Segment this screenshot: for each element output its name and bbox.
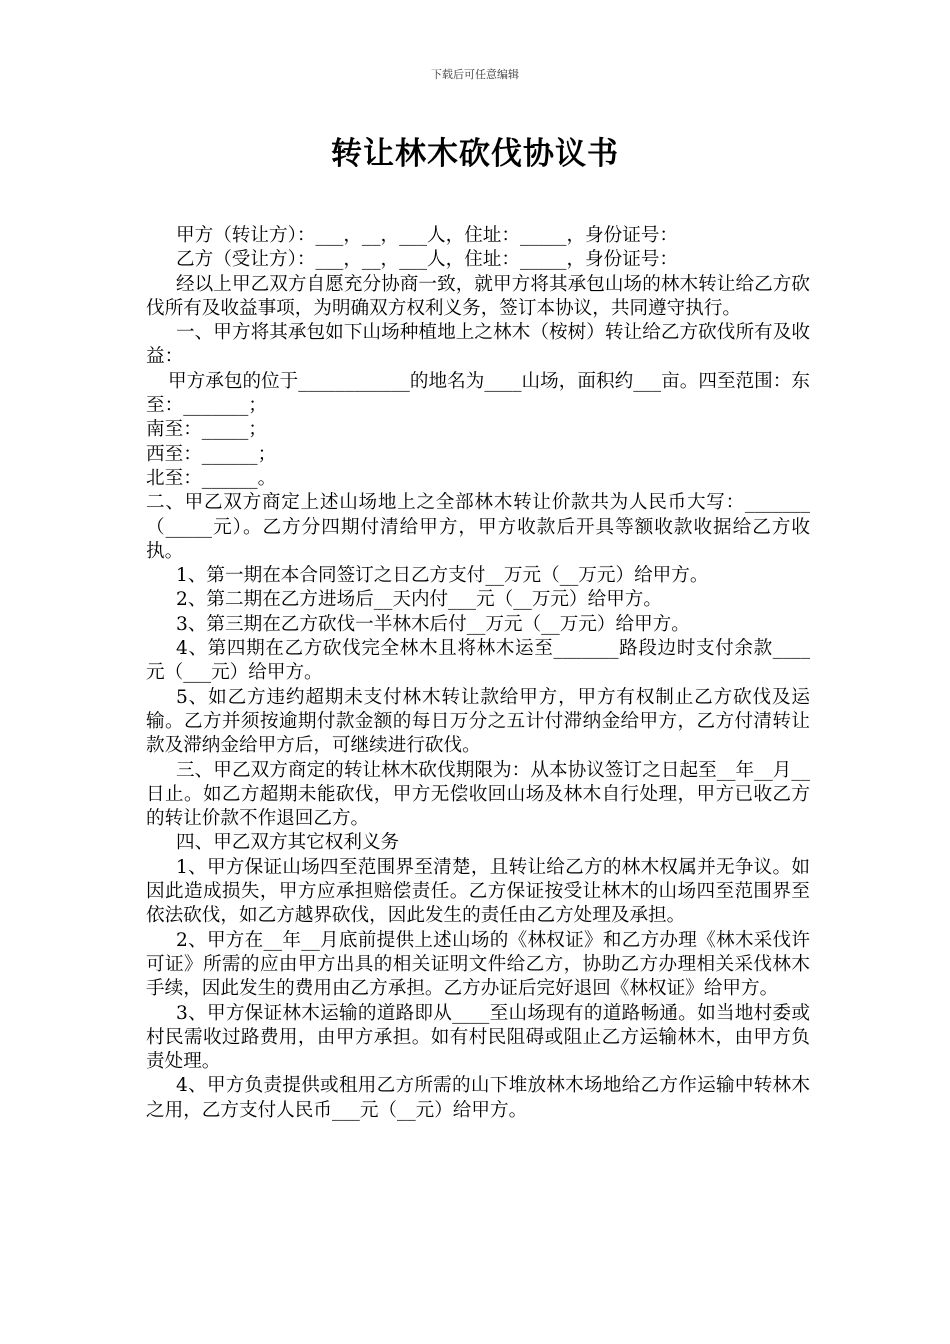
p-clause3: 三、甲乙双方商定的转让林木砍伐期限为：从本协议签订之日起至__年__月__日止。如乙方超期未能砍伐，甲方无偿收回山场及林木自行处理，甲方已收乙方的转让价款不作退回乙方。 <box>146 759 810 830</box>
document-body <box>146 224 810 1123</box>
p-clause1: 一、甲方将其承包如下山场种植地上之林木（桉树）转让给乙方砍伐所有及收益： <box>146 322 810 368</box>
p-clause4-3: 3、甲方保证林木运输的道路即从____至山场现有的道路畅通。如当地村委或村民需收过路费用，由甲方承担。如有村民阻碍或阻止乙方运输林木，由甲方负责处理。 <box>146 1002 810 1073</box>
p-party-a: 甲方（转让方）：___，__，___人，住址：_____，身份证号： <box>176 225 679 246</box>
p-clause4-4: 4、甲方负责提供或租用乙方所需的山下堆放林木场地给乙方作运输中转林木之用，乙方支付人民币___元（__元）给甲方。 <box>146 1075 810 1121</box>
p-clause2-3: 3、第三期在乙方砍伐一半林木后付__万元（__万元）给甲方。 <box>176 613 690 635</box>
header-note: 下载后可任意编辑 <box>431 68 519 81</box>
p-clause2: 二、甲乙双方商定上述山场地上之全部林木转让价款共为人民币大写：_______（_____元）。乙方分四期付清给甲方，甲方收款后开具等额收款收据给乙方收执。 <box>146 492 810 562</box>
p-clause4-1: 1、甲方保证山场四至范围界至清楚，且转让给乙方的林木权属并无争议。如因此造成损失，甲方应承担赔偿责任。乙方保证按受让林木的山场四至范围界至依法砍伐，如乙方越界砍伐，因此发生的责任由乙方处理及承担。 <box>146 856 810 927</box>
p-clause2-1: 1、第一期在本合同签订之日乙方支付__万元（__万元）给甲方。 <box>176 565 709 587</box>
p-party-b: 乙方（受让方）：___，__，___人，住址：_____，身份证号： <box>176 249 679 271</box>
document-title: 转让林木砍伐协议书 <box>331 136 619 172</box>
p-clause2-4: 4、第四期在乙方砍伐完全林木且将林木运至_______路段边时支付余款____元（___元）给甲方。 <box>146 638 810 684</box>
p-south: 南至：_____； <box>146 419 267 441</box>
p-west: 西至：______； <box>146 443 277 465</box>
p-clause2-2: 2、第二期在乙方进场后__天内付___元（__万元）给甲方。 <box>176 589 662 611</box>
p-clause4: 四、甲乙双方其它权利义务 <box>176 832 400 854</box>
p-preamble: 经以上甲乙双方自愿充分协商一致，就甲方将其承包山场的林木转让给乙方砍伐所有及收益事项，为明确双方权利义务，签订本协议，共同遵守执行。 <box>146 273 810 319</box>
p-clause1-location: 甲方承包的位于____________的地名为____山场，面积约___亩。四至范围：东至：_______； <box>146 370 810 417</box>
p-clause2-5: 5、如乙方违约超期未支付林木转让款给甲方，甲方有权制止乙方砍伐及运输。乙方并须按逾期付款金额的每日万分之五计付滞纳金给甲方，乙方付清转让款及滞纳金给甲方后，可继续进行砍伐。 <box>146 686 810 757</box>
p-clause4-2: 2、甲方在__年__月底前提供上述山场的《林权证》和乙方办理《林木采伐许可证》所需的应由甲方出具的相关证明文件给乙方，协助乙方办理相关采伐林木手续，因此发生的费用由乙方承担。乙方办证后完好退回《林权证》给甲方。 <box>146 929 810 1000</box>
p-north: 北至：______。 <box>146 467 277 489</box>
